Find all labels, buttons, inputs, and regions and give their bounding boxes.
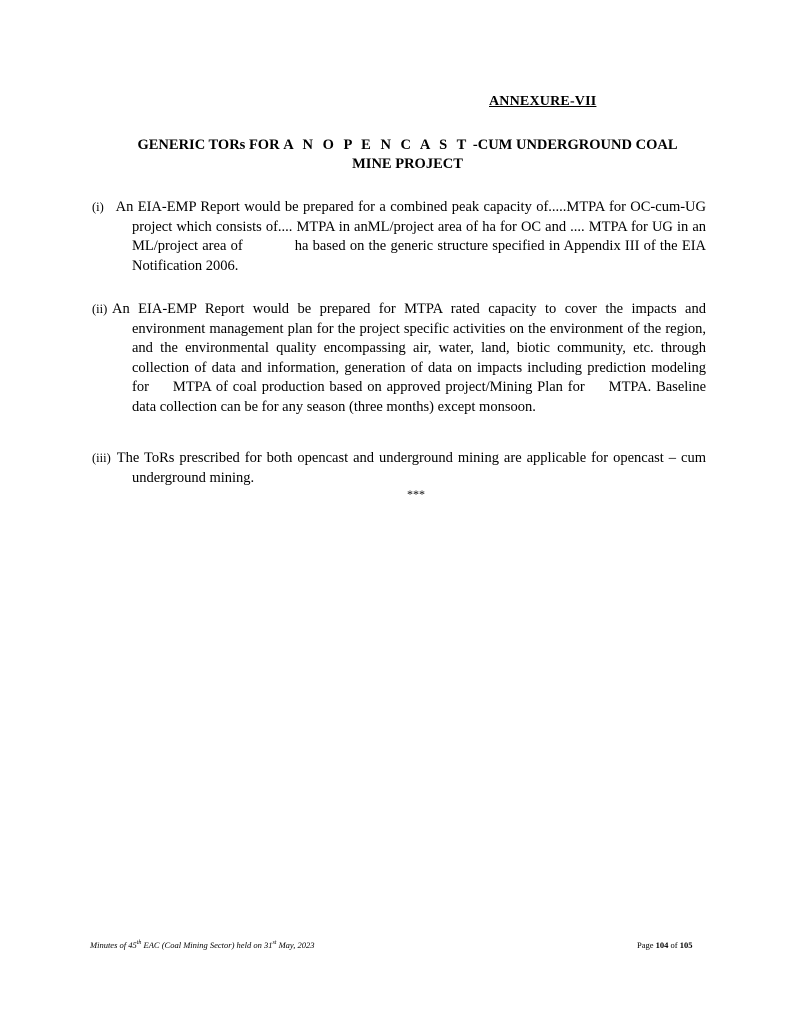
- footer-text-post: May, 2023: [276, 940, 315, 950]
- section-separator: ***: [407, 487, 425, 501]
- footer-sup: th: [136, 940, 142, 947]
- list-item-iii: (iii) The ToRs prescribed for both opencast and underground mining are applicable for opencast – cum underground mining.: [92, 450, 706, 486]
- footer-text: Minutes of 45: [90, 940, 137, 950]
- footer-sup2: st: [272, 940, 277, 947]
- item-text: An EIA-EMP Report would be prepared for a combined peak capacity of.....MTPA for OC-cum-UG project which consists of.... MTPA in anML/project area of ha for OC and .... MTPA for UG in an ML/project area of: [112, 199, 706, 254]
- item-text-cont: MTPA of coal production based on approved project/Mining Plan for: [172, 379, 585, 395]
- page-total: 105: [679, 940, 693, 950]
- title-part1: GENERIC TORs FOR: [137, 137, 284, 153]
- footer-minutes: [90, 940, 314, 950]
- title-part3: -CUM UNDERGROUND COAL: [469, 137, 678, 153]
- item-text: An EIA-EMP Report would be prepared for MTPA rated capacity to cover the impacts and environment management plan for the project specific activities on the environment of the region, and the environmental quality encompassing air, water, land, biotic community, etc. through collection of data and information, generation of data on impacts including prediction modeling for: [112, 301, 706, 395]
- page-title: [110, 136, 705, 174]
- item-text-cont2: MTPA. Baseline data collection can be for any season (three months) except monsoon.: [132, 379, 707, 415]
- title-line2: MINE PROJECT: [352, 156, 463, 172]
- list-item-i: (i) An EIA-EMP Report would be prepared for a combined peak capacity of.....MTPA for OC-cum-UG project which consists of.... MTPA in anML/project area of ha for OC and .... MTPA for UG in an ML/project area of ha based on the generic structure specified in Appendix III of the EIA Notification 2006.: [92, 199, 706, 274]
- page-label: Page: [637, 940, 656, 950]
- footer-text-mid: EAC (Coal Mining Sector) held on 31: [141, 940, 273, 950]
- list-item-ii: (ii) An EIA-EMP Report would be prepared for MTPA rated capacity to cover the impacts and environment management plan for the project specific activities on the environment of the region, and the environmental quality encompassing air, water, land, biotic community, etc. through collection of data and information, generation of data on impacts including prediction modeling for MTPA of coal production based on approved project/Mining Plan for MTPA. Baseline data collection can be for any season (three months) except monsoon.: [92, 301, 707, 415]
- page-number: [637, 940, 693, 950]
- annexure-heading: ANNEXURE-VII: [489, 94, 597, 109]
- page-of: of: [668, 940, 680, 950]
- item-text-cont: ha based on the generic structure specified in Appendix III of the EIA Notification 2006.: [132, 238, 706, 274]
- page-current: 104: [655, 940, 669, 950]
- title-part2: A N O P E N C A S T: [283, 137, 470, 153]
- item-text: The ToRs prescribed for both opencast and underground mining are applicable for opencast – cum underground mining.: [112, 450, 706, 486]
